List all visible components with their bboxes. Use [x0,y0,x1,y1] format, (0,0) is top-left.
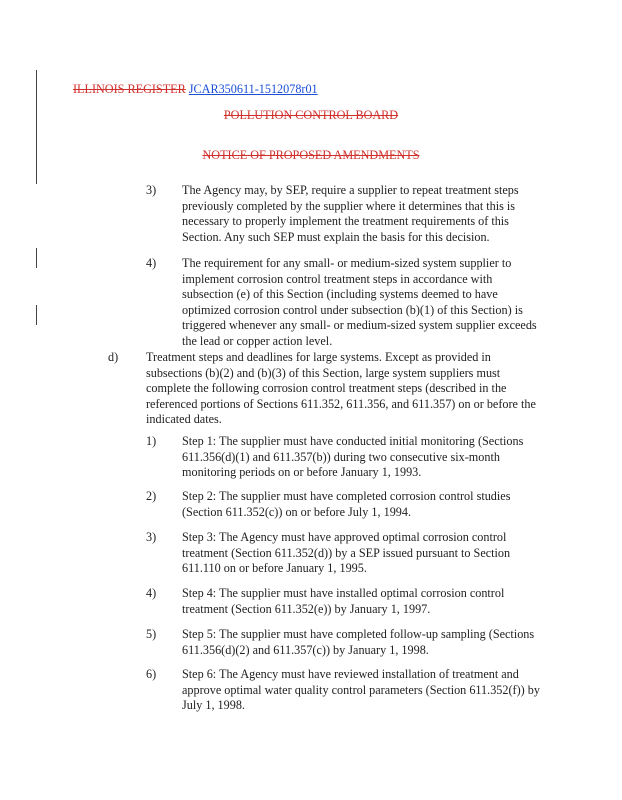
step-number: 6) [146,667,157,681]
revision-bar [36,248,37,268]
step-number: 4) [146,586,157,600]
revision-bar [36,70,37,184]
board-title: POLLUTION CONTROL BOARD [223,108,399,122]
step-number: 2) [146,489,157,503]
step-text: Step 1: The supplier must have conducted initial monitoring (Sections 611.356(d)(1) and 611.357(b)) during two consecutive six-month monitoring periods on or before January 1, 1993. [182,434,524,479]
step-text: Step 2: The supplier must have completed corrosion control studies (Section 611.352(c)) on or before July 1, 1994. [182,489,511,519]
item-text: The Agency may, by SEP, require a supplier to repeat treatment steps previously completed by the supplier where it determines that this is necessary to properly implement the treatment requirements of this Section. Any such SEP must explain the basis for this decision. [182,183,519,244]
step-number: 3) [146,530,157,544]
step-number: 5) [146,627,157,641]
step-text: Step 5: The supplier must have completed follow-up sampling (Sections 611.356(d)(2) and 611.357(c)) by January 1, 1998. [182,627,535,657]
section-text: Treatment steps and deadlines for large systems. Except as provided in subsections (b)(2) and (b)(3) of this Section, large system suppliers must complete the following corrosion control treatment steps (described in the referenced portions of Sections 611.352, 611.356, and 611.357) on or before the indicated dates. [146,350,536,426]
revision-bar [36,305,37,325]
register-inserted: JCAR350611-1512078r01 [188,82,318,96]
item-text: The requirement for any small- or medium-sized system supplier to implement corrosion control treatment steps in accordance with subsection (e) of this Section (including systems deemed to have optimized corrosion control under subsection (b)(1) of this Section) is triggered whenever any small- or medium-sized system supplier exceeds the lead or copper action level. [182,256,537,348]
step-text: Step 6: The Agency must have reviewed installation of treatment and approve optimal water quality control parameters (Section 611.352(f)) by July 1, 1998. [182,667,540,712]
step-text: Step 4: The supplier must have installed optimal corrosion control treatment (Section 611.352(e)) by January 1, 1997. [182,586,505,616]
item-number: 4) [146,256,157,270]
section-number: d) [108,350,119,364]
step-text: Step 3: The Agency must have approved optimal corrosion control treatment (Section 611.352(d)) by a SEP issued pursuant to Section 611.110 on or before January 1, 1995. [182,530,511,575]
register-header [73,82,318,98]
item-number: 3) [146,183,157,197]
notice-title: NOTICE OF PROPOSED AMENDMENTS [202,148,420,162]
step-number: 1) [146,434,157,448]
register-struck: ILLINOIS REGISTER [73,82,186,96]
